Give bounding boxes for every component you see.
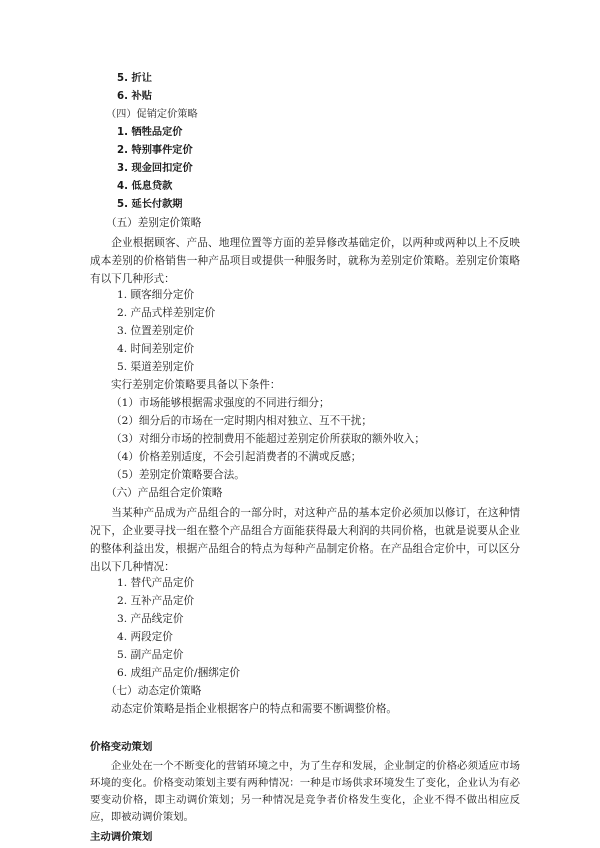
- combo-item-4: 4. 两段定价: [117, 631, 173, 643]
- promo-item-4: 4. 低息贷款: [117, 181, 173, 192]
- section-title: 价格变动策划: [90, 741, 153, 753]
- diff-item-5: 5. 渠道差别定价: [117, 361, 195, 373]
- condition-5: （5）差别定价策略要合法。: [111, 469, 245, 481]
- promo-tail-item-5: 5. 折让: [117, 73, 152, 84]
- diff-item-1: 1. 顾客细分定价: [117, 289, 195, 301]
- condition-4: （4）价格差别适度，不会引起消费者的不满或反感；: [111, 451, 362, 463]
- diff-heading: （五）差别定价策略: [106, 217, 202, 229]
- combo-item-1: 1. 替代产品定价: [117, 577, 195, 589]
- promo-item-5: 5. 延长付款期: [117, 199, 183, 210]
- promo-item-1: 1. 牺牲品定价: [117, 127, 183, 138]
- combo-item-5: 5. 副产品定价: [117, 649, 184, 661]
- section-paragraph: 企业处在一个不断变化的营销环境之中，为了生存和发展，企业制定的价格必须适应市场环境的变化。价格变动策划主要有两种情况：一种是市场供求环境发生了变化，企业认为有必要变动价格，即主动调价策划；另一种情况是竞争者价格发生变化，企业不得不做出相应反应，即被动调价策划。: [90, 760, 520, 823]
- promo-heading-prefix: [106, 108, 198, 122]
- combo-paragraph: 当某种产品成为产品组合的一部分时，对这种产品的基本定价必须加以修订，在这种情况下，企业要寻找一组在整个产品组合方面能获得最大利润的共同价格，也就是说要从企业的整体利益出发，根据产品组合的特点为每种产品制定价格。在产品组合定价中，可以区分出以下几种情况：: [90, 507, 520, 573]
- promo-item-2: 2. 特别事件定价: [117, 145, 193, 156]
- diff-item-4: 4. 时间差别定价: [117, 343, 195, 355]
- combo-item-2: 2. 互补产品定价: [117, 595, 195, 607]
- dynamic-paragraph: 动态定价策略是指企业根据客户的特点和需要不断调整价格。: [111, 703, 398, 715]
- diff-item-2: 2. 产品式样差别定价: [117, 307, 216, 319]
- dynamic-heading: （七）动态定价策略: [106, 685, 202, 697]
- subsection-title: 主动调价策划: [90, 831, 153, 843]
- condition-1: （1）市场能够根据需求强度的不同进行细分；: [111, 397, 330, 409]
- promo-item-3: 3. 现金回扣定价: [117, 163, 193, 174]
- diff-item-3: 3. 位置差别定价: [117, 325, 195, 337]
- condition-3: （3）对细分市场的控制费用不能超过差别定价所获取的额外收入；: [111, 433, 425, 445]
- combo-item-3: 3. 产品线定价: [117, 613, 184, 625]
- promo-tail-item-6: 6. 补贴: [117, 91, 152, 102]
- promo-heading: （四）促销定价策略: [106, 109, 198, 120]
- diff-paragraph: 企业根据顾客、产品、地理位置等方面的差异修改基础定价，以两种或两种以上不反映成本差别的价格销售一种产品项目或提供一种服务时，就称为差别定价策略。差别定价策略有以下几种形式：: [90, 237, 520, 285]
- condition-2: （2）细分后的市场在一定时期内相对独立、互不干扰；: [111, 415, 372, 427]
- combo-heading: （六）产品组合定价策略: [106, 487, 223, 499]
- combo-item-6: 6. 成组产品定价/捆绑定价: [117, 667, 240, 679]
- conditions-intro: 实行差别定价策略要具备以下条件：: [111, 379, 281, 391]
